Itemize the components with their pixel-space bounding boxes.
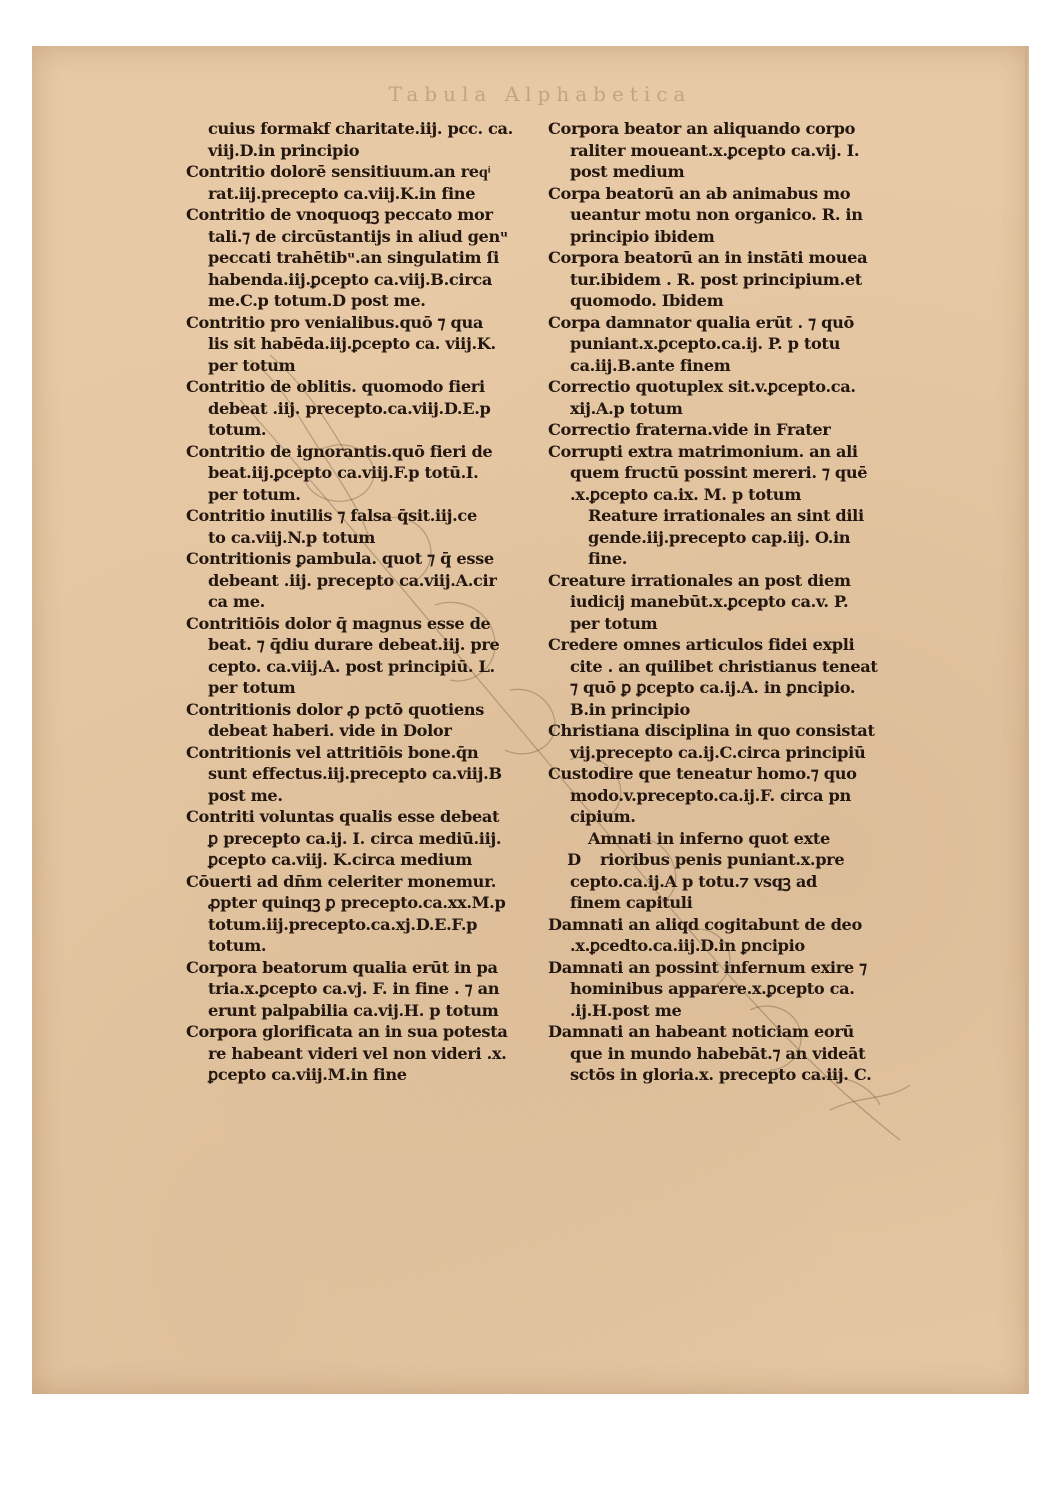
index-continuation-line: [186, 183, 531, 205]
index-entry-line: [186, 505, 531, 527]
index-continuation-line: [548, 806, 898, 828]
line-text: puniant.x.ꝑcepto.ca.ij. P. p totu: [570, 334, 840, 353]
line-text: Corpora glorificata an in sua potesta: [186, 1022, 508, 1041]
line-text: Damnati an possint infernum exire ⁊: [548, 957, 867, 977]
line-text: totum.iij.precepto.ca.xj.D.E.F.p: [208, 914, 478, 934]
line-text: vij.precepto ca.ij.C.circa principiū: [570, 742, 866, 762]
line-text: Correctio fraterna.vide in Frater: [548, 420, 831, 439]
index-continuation-line: [186, 892, 531, 914]
index-continuation-line: [186, 269, 531, 291]
drop-cap-letter: D: [567, 850, 581, 869]
line-text: Correctio quotuplex sit.v.ꝑcepto.ca.: [548, 377, 856, 396]
index-entry-inset-line: [548, 505, 898, 527]
index-continuation-line: [186, 591, 531, 613]
index-continuation-line: [548, 978, 898, 1000]
line-text: totum.: [208, 936, 267, 955]
line-text: ꝓpter quinqꝫ ꝑ precepto.ca.xx.M.p: [208, 893, 506, 912]
index-entry-line: [548, 247, 898, 269]
line-text: post medium: [570, 162, 685, 181]
index-continuation-line: [548, 1000, 898, 1022]
index-continuation-line: [186, 656, 531, 678]
line-text: ca me.: [208, 592, 265, 611]
index-continuation-line: [186, 570, 531, 592]
index-entry-line: [548, 1021, 898, 1043]
line-text: ueantur motu non organico. R. in: [570, 205, 863, 224]
line-text: re habeant videri vel non videri .x.: [208, 1043, 507, 1063]
index-entry-line: [548, 720, 898, 742]
line-text: me.C.p totum.D post me.: [208, 291, 426, 310]
index-continuation-line: [186, 1064, 531, 1086]
index-continuation-line: [548, 462, 898, 484]
index-continuation-line: [548, 226, 898, 248]
index-continuation-line: [548, 699, 898, 721]
index-continuation-line: [186, 677, 531, 699]
line-text: Contritio de oblitis. quomodo fieri: [186, 377, 485, 396]
index-entry-line: [548, 118, 898, 140]
index-continuation-line: [186, 828, 531, 850]
line-text: xij.A.p totum: [570, 398, 683, 418]
line-text: Contritio dolorē sensitiuum.an reqͥ: [186, 162, 491, 181]
line-text: Custodire que teneatur homo.⁊ quo: [548, 764, 857, 783]
index-entry-line: [186, 312, 531, 334]
line-text: Corpa beatorū an ab animabus mo: [548, 183, 851, 203]
index-continuation-line: [548, 398, 898, 420]
index-continuation-line: [186, 290, 531, 312]
line-text: Damnati an habeant noticiam eorū: [548, 1022, 854, 1041]
index-continuation-line: [186, 355, 531, 377]
line-text: rat.iij.precepto ca.viij.K.in fine: [208, 183, 476, 203]
line-text: .x.ꝑcepto ca.ix. M. p totum: [570, 484, 801, 504]
line-text: debeat .iij. precepto.ca.viij.D.E.p: [208, 398, 491, 418]
index-continuation-line: [548, 613, 898, 635]
line-text: beat.iij.ꝑcepto ca.viij.F.p totū.I.: [208, 463, 479, 482]
index-continuation-line: [548, 140, 898, 162]
index-continuation-line: [186, 484, 531, 506]
line-text: rioribus penis puniant.x.pre: [600, 850, 845, 869]
index-continuation-line: [548, 591, 898, 613]
index-entry-line: [548, 763, 898, 785]
index-continuation-line: [548, 677, 898, 699]
line-text: Contriti voluntas qualis esse debeat: [186, 807, 500, 826]
line-text: cipium.: [570, 807, 636, 826]
index-entry-line: [548, 957, 898, 979]
index-entry-line: [548, 376, 898, 398]
index-continuation-line: [186, 398, 531, 420]
page-edge-right: [1025, 46, 1027, 1394]
line-text: Damnati an aliqd cogitabunt de deo: [548, 914, 862, 934]
index-continuation-line: [186, 720, 531, 742]
line-text: Contritio de vnoquoqꝫ peccato mor: [186, 205, 493, 224]
line-text: cepto. ca.viij.A. post principiū. L.: [208, 656, 495, 676]
index-entry-line: [186, 548, 531, 570]
index-entry-line: [186, 699, 531, 721]
line-text: lis sit habēda.iij.ꝑcepto ca. viij.K.: [208, 334, 496, 353]
index-continuation-line: [548, 161, 898, 183]
index-continuation-line: [186, 1043, 531, 1065]
index-column-right: [548, 118, 898, 1086]
line-text: finem capituli: [570, 893, 693, 912]
index-entry-inset-line: [548, 548, 898, 570]
index-continuation-line: [186, 226, 531, 248]
index-entry-line: [186, 871, 531, 893]
index-entry-line: [548, 183, 898, 205]
index-entry-line: [186, 161, 531, 183]
index-continuation-line: [548, 1064, 898, 1086]
index-continuation-line: [186, 527, 531, 549]
line-text: fine.: [588, 549, 628, 568]
index-continuation-line: [186, 978, 531, 1000]
line-text: Contritio inutilis ⁊ falsa q̄sit.iij.ce: [186, 506, 477, 525]
line-text: ꝑcepto ca.viij. K.circa medium: [208, 850, 472, 869]
index-entry-line: [186, 1021, 531, 1043]
index-continuation-line: [548, 484, 898, 506]
line-text: Contritionis dolor ꝓ pctō quotiens: [186, 699, 484, 719]
index-continuation-line: [186, 247, 531, 269]
line-text: per totum: [208, 355, 296, 375]
index-continuation-line: [548, 204, 898, 226]
line-text: ⁊ quō ꝑ ꝑcepto ca.ij.A. in ꝑncipio.: [570, 678, 856, 697]
line-text: hominibus apparere.x.ꝑcepto ca.: [570, 979, 855, 998]
line-text: Christiana disciplina in quo consistat: [548, 721, 875, 740]
index-continuation-line: [186, 419, 531, 441]
index-continuation-line: [186, 1000, 531, 1022]
line-text: ꝑcepto ca.viij.M.in fine: [208, 1065, 407, 1084]
line-text: Corpa damnator qualia erūt . ⁊ quō: [548, 312, 854, 332]
line-text: debeant .iij. precepto ca.viij.A.cir: [208, 570, 497, 590]
line-text: tur.ibidem . R. post principium.et: [570, 269, 862, 289]
line-text: ꝑ precepto ca.ij. I. circa mediū.iij.: [208, 828, 502, 848]
index-entry-line: [186, 204, 531, 226]
line-text: habenda.iij.ꝑcepto ca.viij.B.circa: [208, 269, 493, 289]
index-entry-line: [186, 957, 531, 979]
index-continuation-line: [186, 462, 531, 484]
line-text: per totum: [570, 613, 658, 633]
line-text: Contritionis vel attritiōis bone.q̄n: [186, 742, 479, 762]
index-continuation-line: [548, 892, 898, 914]
line-text: beat. ⁊ q̄diu durare debeat.iij. pre: [208, 635, 500, 654]
index-entry-inset-line: [548, 828, 898, 850]
line-text: peccati trahētibᵘ.an singulatim ſi: [208, 248, 499, 267]
index-continuation-line: [548, 355, 898, 377]
index-entry-line: [186, 441, 531, 463]
index-entry-dropcap-line: [548, 849, 898, 871]
index-continuation-line: [186, 849, 531, 871]
line-text: debeat haberi. vide in Dolor: [208, 721, 452, 740]
line-text: per totum.: [208, 484, 301, 504]
line-text: viij.D.in principio: [208, 140, 360, 160]
index-entry-line: [548, 914, 898, 936]
index-entry-line: [186, 806, 531, 828]
index-continuation-line: [186, 333, 531, 355]
line-text: raliter moueant.x.ꝑcepto ca.vij. I.: [570, 140, 860, 160]
line-text: .ij.H.post me: [570, 1000, 682, 1020]
index-continuation-line: [186, 914, 531, 936]
line-text: Amnati in inferno quot exte: [588, 828, 830, 848]
line-text: Cōuerti ad dn̄m celeriter monemur.: [186, 871, 497, 891]
line-text: quomodo. Ibidem: [570, 291, 724, 310]
index-continuation-line: [548, 333, 898, 355]
index-entry-line: [186, 742, 531, 764]
line-text: principio ibidem: [570, 226, 715, 246]
line-text: .x.ꝑcedto.ca.iij.D.in ꝑncipio: [570, 936, 805, 955]
line-text: cepto.ca.ij.A p totu.⁊ vsqꝫ ad: [570, 871, 817, 891]
index-entry-line: [548, 634, 898, 656]
index-entry-inset-line: [548, 527, 898, 549]
line-text: quem fructū possint mereri. ⁊ quē: [570, 463, 868, 482]
index-continuation-line: [548, 1043, 898, 1065]
line-text: per totum: [208, 678, 296, 697]
index-continuation-line: [548, 742, 898, 764]
line-text: cite . an quilibet christianus teneat: [570, 656, 878, 676]
index-continuation-line: [548, 935, 898, 957]
index-continuation-line: [548, 871, 898, 893]
line-text: Corpora beatorum qualia erūt in pa: [186, 957, 498, 977]
index-continuation-line: [186, 785, 531, 807]
line-text: totum.: [208, 420, 267, 439]
line-text: Credere omnes articulos fidei expli: [548, 635, 855, 654]
line-text: Contritionis ꝑambula. quot ⁊ q̄ esse: [186, 549, 494, 568]
line-text: post me.: [208, 785, 283, 805]
line-text: B.in principio: [570, 699, 691, 719]
index-continuation-line: [186, 118, 531, 140]
line-text: Reature irrationales an sint dili: [588, 506, 864, 525]
line-text: iudicij manebūt.x.ꝑcepto ca.v. P.: [570, 592, 849, 611]
index-entry-line: [548, 312, 898, 334]
index-continuation-line: [186, 634, 531, 656]
line-text: Corpora beatorū an in instāti mouea: [548, 248, 868, 267]
line-text: tali.⁊ de circūstantijs in aliud genᵘ: [208, 226, 508, 246]
line-text: tria.x.ꝑcepto ca.vj. F. in fine . ⁊ an: [208, 979, 500, 998]
index-column-left: [186, 118, 531, 1086]
index-continuation-line: [186, 935, 531, 957]
line-text: modo.v.precepto.ca.ij.F. circa pn: [570, 785, 851, 805]
line-text: sunt effectus.iij.precepto ca.viij.B: [208, 764, 502, 783]
index-continuation-line: [548, 290, 898, 312]
line-text: ca.iij.B.ante finem: [570, 355, 731, 375]
index-entry-line: [548, 419, 898, 441]
line-text: cuius formakf charitate.iij. pcc. ca.: [208, 119, 513, 138]
line-text: gende.iij.precepto cap.iij. O.in: [588, 527, 851, 547]
index-entry-line: [548, 441, 898, 463]
line-text: Contritiōis dolor q̄ magnus esse de: [186, 613, 491, 633]
index-entry-line: [186, 376, 531, 398]
index-entry-line: [548, 570, 898, 592]
line-text: Corrupti extra matrimonium. an ali: [548, 441, 858, 461]
index-entry-line: [186, 613, 531, 635]
index-continuation-line: [548, 269, 898, 291]
line-text: que in mundo habebāt.⁊ an videāt: [570, 1043, 866, 1063]
line-text: erunt palpabilia ca.vij.H. p totum: [208, 1000, 499, 1020]
line-text: Creature irrationales an post diem: [548, 570, 851, 590]
line-text: sctōs in gloria.x. precepto ca.iij. C.: [570, 1065, 872, 1084]
index-continuation-line: [186, 140, 531, 162]
index-continuation-line: [548, 785, 898, 807]
line-text: Contritio de ignorantis.quō fieri de: [186, 441, 493, 461]
line-text: to ca.viij.N.p totum: [208, 527, 376, 547]
line-text: Corpora beator an aliquando corpo: [548, 119, 856, 138]
index-continuation-line: [186, 763, 531, 785]
running-head: Tabula Alphabetica: [388, 82, 692, 106]
line-text: Contritio pro venialibus.quō ⁊ qua: [186, 312, 484, 332]
index-continuation-line: [548, 656, 898, 678]
